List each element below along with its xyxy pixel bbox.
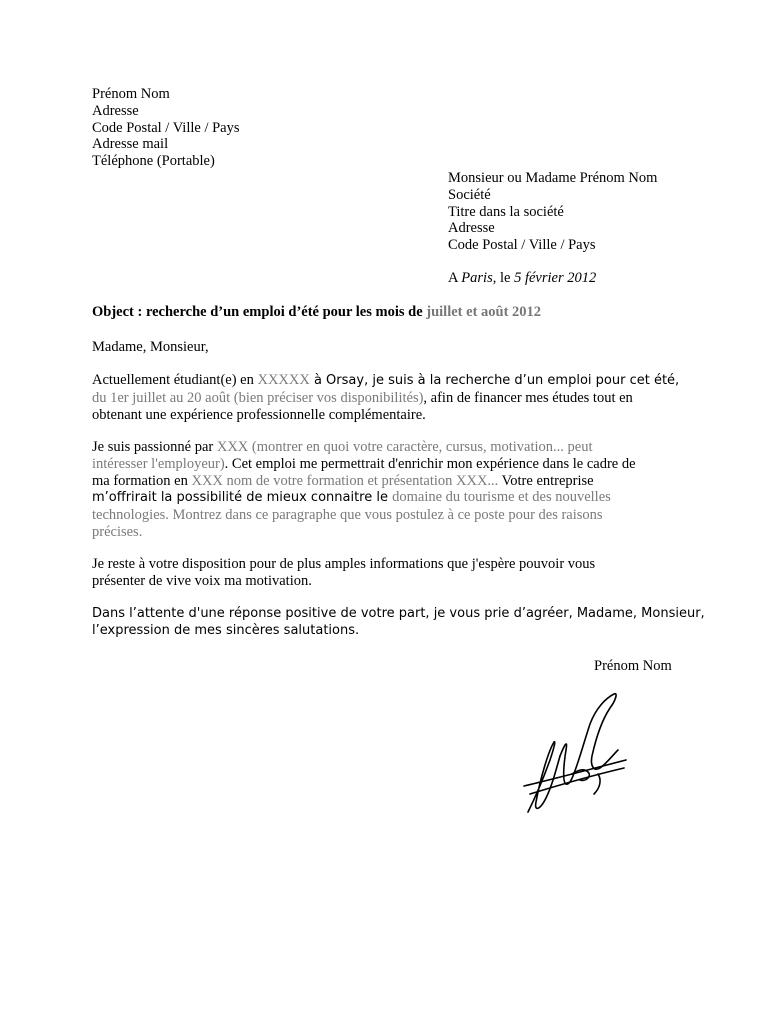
date-city: Paris [461, 270, 493, 286]
p2-text-a: Je suis passionné par [92, 439, 217, 455]
recipient-company: Société [448, 186, 491, 203]
p2-placeholder-formation: XXX nom de votre formation et présentation XXX... [191, 472, 499, 489]
p2-line6: précises. [92, 523, 143, 540]
p2-placeholder-employer: intéresser l'employeur) [92, 455, 225, 472]
p2-placeholder-domain: domaine du tourisme et des nouvelles [392, 489, 611, 506]
p2-text-g: Votre entreprise [498, 472, 594, 489]
sender-email: Adresse mail [92, 136, 169, 153]
p2-line2 [92, 456, 682, 473]
p2-text-d: . Cet emploi me permettrait d'enrichir mon expérience dans le cadre de [224, 455, 636, 472]
letter-date [448, 270, 596, 287]
paragraph-closing [92, 606, 705, 640]
sender-block [92, 86, 240, 170]
paragraph-motivation [92, 439, 682, 541]
subject-line [92, 304, 541, 321]
p1-text-c: à Orsay, je suis à la recherche d’un emploi pour cet été, [309, 373, 680, 388]
recipient-name: Monsieur ou Madame Prénom Nom [448, 170, 658, 186]
date-prefix: A [448, 270, 462, 286]
p2-text-h: m’offrirait la possibilité de mieux connaitre le [92, 490, 393, 506]
salutation: Madame, Monsieur, [92, 339, 209, 355]
sender-city: Code Postal / Ville / Pays [92, 119, 240, 136]
handwritten-signature [520, 690, 630, 820]
recipient-title: Titre dans la société [448, 203, 564, 220]
p3-line2: présenter de vive voix ma motivation. [92, 572, 312, 589]
paragraph-availability [92, 556, 682, 590]
recipient-address: Adresse [448, 220, 495, 237]
p2-line1 [92, 439, 682, 456]
sender-phone: Téléphone (Portable) [92, 153, 215, 170]
paragraph-intro [92, 372, 682, 423]
p2-line5: technologies. Montrez dans ce paragraphe que vous postulez à ce poste pour des raisons [92, 507, 603, 524]
subject-main: Object : recherche d’un emploi d’été pour les mois de [92, 304, 427, 320]
recipient-city: Code Postal / Ville / Pays [448, 237, 596, 254]
p2-line4 [92, 489, 682, 507]
p2-line3 [92, 473, 682, 490]
date-separator: , le [492, 270, 515, 286]
p1-line2 [92, 390, 682, 407]
p4-line1: Dans l’attente d'une réponse positive de votre part, je vous prie d’agréer, Madame, Monsieur, [92, 606, 705, 621]
p1-placeholder-dates: du 1er juillet au 20 août (bien préciser vos disponibilités) [92, 389, 424, 406]
p1-placeholder-school: XXXXX [257, 372, 310, 388]
p2-placeholder-passion: XXX (montrer en quoi votre caractère, cursus, motivation... peut [216, 439, 593, 455]
sender-address: Adresse [92, 102, 139, 119]
p1-line1 [92, 372, 682, 390]
recipient-block [448, 170, 657, 254]
p4-line2: l’expression de mes sincères salutations. [92, 622, 360, 638]
p1-text-a: Actuellement étudiant(e) en [92, 372, 258, 388]
p2-text-e: ma formation en [92, 472, 192, 489]
date-value: 5 février 2012 [514, 270, 597, 286]
subject-highlight: juillet et août 2012 [426, 304, 542, 320]
signature-name: Prénom Nom [594, 658, 672, 674]
sender-name: Prénom Nom [92, 86, 170, 102]
p3-line1: Je reste à votre disposition pour de plus amples informations que j'espère pouvoir vous [92, 556, 596, 572]
p1-text-e: , afin de financer mes études tout en [423, 389, 633, 406]
p1-line3: obtenant une expérience professionnelle complémentaire. [92, 406, 426, 423]
